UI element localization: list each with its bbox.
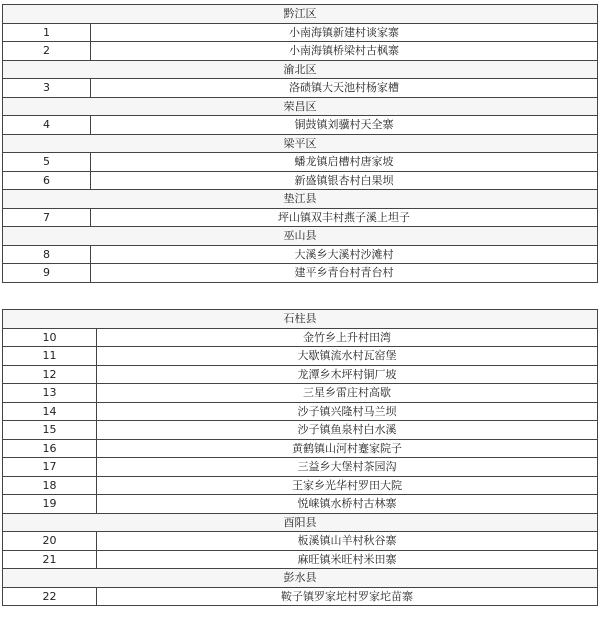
region-name: 酉阳县 [3, 513, 598, 532]
table-row [3, 532, 598, 551]
region-header-row [3, 5, 598, 24]
row-number: 17 [3, 458, 97, 477]
table-row [3, 208, 598, 227]
region-name: 巫山县 [3, 227, 598, 246]
table-row [3, 42, 598, 61]
table-row [3, 23, 598, 42]
village-name: 小南海镇桥梁村古枫寨 [91, 42, 598, 61]
region-header-row [3, 134, 598, 153]
region-header-row [3, 513, 598, 532]
region-name: 荣昌区 [3, 97, 598, 116]
row-number: 14 [3, 402, 97, 421]
village-name: 沙子镇兴隆村马兰坝 [97, 402, 598, 421]
table-row [3, 153, 598, 172]
table-row [3, 347, 598, 366]
village-name: 麻旺镇米旺村米田寨 [97, 550, 598, 569]
row-number: 2 [3, 42, 91, 61]
village-name: 坪山镇双丰村燕子溪上坦子 [91, 208, 598, 227]
region-name: 渝北区 [3, 60, 598, 79]
row-number: 6 [3, 171, 91, 190]
region-header-row [3, 569, 598, 588]
village-name: 三星乡雷庄村高歇 [97, 384, 598, 403]
village-name: 悦崃镇水桥村古林寨 [97, 495, 598, 514]
table-row [3, 402, 598, 421]
row-number: 13 [3, 384, 97, 403]
table-row [3, 439, 598, 458]
village-name: 新盛镇银杏村白果坝 [91, 171, 598, 190]
region-name: 梁平区 [3, 134, 598, 153]
region-header-row [3, 190, 598, 209]
region-name: 石柱县 [3, 310, 598, 329]
village-name: 大歇镇流水村瓦窑堡 [97, 347, 598, 366]
table-row [3, 495, 598, 514]
region-name: 垫江县 [3, 190, 598, 209]
table-row [3, 264, 598, 283]
row-number: 10 [3, 328, 97, 347]
village-name: 小南海镇新建村谈家寨 [91, 23, 598, 42]
village-name: 蟠龙镇启槽村唐家坡 [91, 153, 598, 172]
table-row [3, 476, 598, 495]
row-number: 4 [3, 116, 91, 135]
region-name: 黔江区 [3, 5, 598, 24]
table-row [3, 384, 598, 403]
table-row [3, 79, 598, 98]
row-number: 18 [3, 476, 97, 495]
table-row [3, 458, 598, 477]
row-number: 8 [3, 245, 91, 264]
row-number: 5 [3, 153, 91, 172]
village-table-1 [2, 4, 598, 283]
village-name: 板溪镇山羊村秋谷寨 [97, 532, 598, 551]
region-header-row [3, 97, 598, 116]
row-number: 12 [3, 365, 97, 384]
table-row [3, 245, 598, 264]
row-number: 16 [3, 439, 97, 458]
table-row [3, 421, 598, 440]
row-number: 19 [3, 495, 97, 514]
table-row [3, 328, 598, 347]
row-number: 21 [3, 550, 97, 569]
row-number: 15 [3, 421, 97, 440]
village-name: 王家乡光华村罗田大院 [97, 476, 598, 495]
village-name: 建平乡青台村青台村 [91, 264, 598, 283]
table-row [3, 171, 598, 190]
village-name: 鞍子镇罗家坨村罗家坨苗寨 [97, 587, 598, 606]
region-header-row [3, 60, 598, 79]
village-name: 金竹乡上升村田湾 [97, 328, 598, 347]
table-row [3, 587, 598, 606]
row-number: 11 [3, 347, 97, 366]
row-number: 9 [3, 264, 91, 283]
row-number: 3 [3, 79, 91, 98]
village-name: 大溪乡大溪村沙滩村 [91, 245, 598, 264]
row-number: 1 [3, 23, 91, 42]
region-header-row [3, 310, 598, 329]
village-table-2 [2, 309, 598, 606]
village-name: 铜鼓镇刘骥村天全寨 [91, 116, 598, 135]
region-name: 彭水县 [3, 569, 598, 588]
village-name: 沙子镇鱼泉村白水溪 [97, 421, 598, 440]
table-row [3, 365, 598, 384]
row-number: 7 [3, 208, 91, 227]
village-name: 龙潭乡木坪村铜厂坡 [97, 365, 598, 384]
row-number: 20 [3, 532, 97, 551]
village-name: 黄鹤镇山河村蹇家院子 [97, 439, 598, 458]
village-name: 洛碛镇大天池村杨家槽 [91, 79, 598, 98]
region-header-row [3, 227, 598, 246]
row-number: 22 [3, 587, 97, 606]
village-name: 三益乡大堡村茶园沟 [97, 458, 598, 477]
table-row [3, 550, 598, 569]
table-row [3, 116, 598, 135]
